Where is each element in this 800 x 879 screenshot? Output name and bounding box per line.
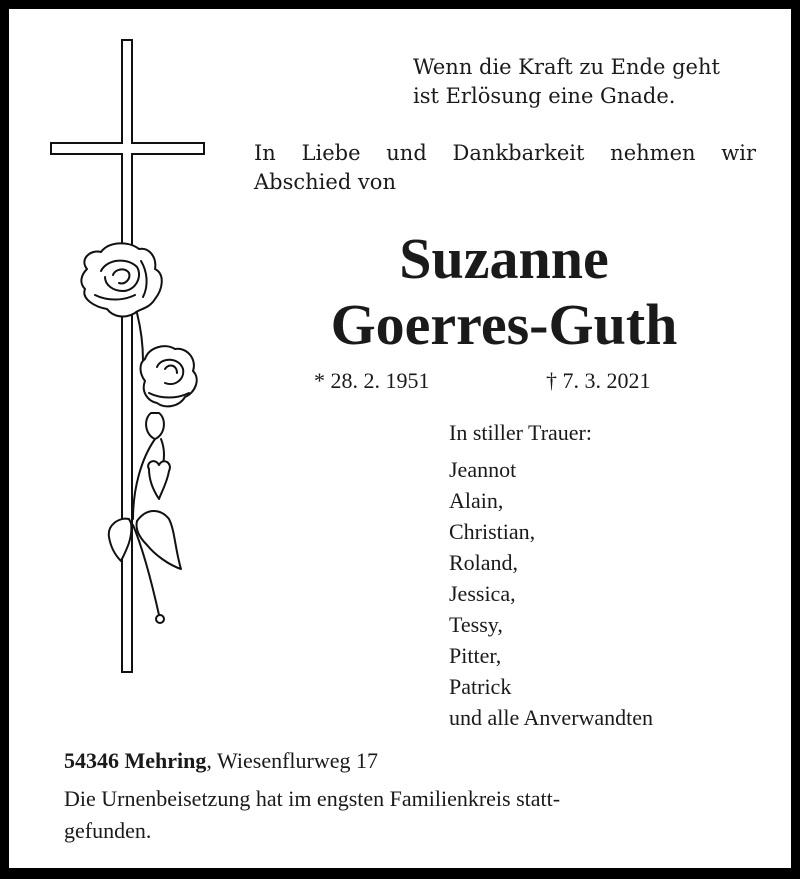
intro-line: Abschied von <box>254 170 396 194</box>
burial-note-line: gefunden. <box>64 818 152 843</box>
burial-note <box>64 783 754 847</box>
burial-note-line: Die Urnenbeisetzung hat im engsten Familienkreis statt- <box>64 786 561 811</box>
motto-line: ist Erlösung eine Gnade. <box>413 84 676 108</box>
intro-line: In Liebe und Dankbarkeit nehmen wir <box>254 141 756 165</box>
mourner-name: Patrick <box>449 674 512 699</box>
mourner-name: Christian, <box>449 519 536 544</box>
death-date: † 7. 3. 2021 <box>546 368 651 393</box>
intro-text <box>254 139 756 197</box>
birth-date: * 28. 2. 1951 <box>314 368 430 393</box>
mourner-name: Roland, <box>449 550 519 575</box>
motto-verse <box>413 53 720 111</box>
mourner-name: Alain, <box>449 488 504 513</box>
mourner-name: Jeannot <box>449 457 517 482</box>
address-postal-city: 54346 Mehring <box>64 748 207 773</box>
mourner-name: und alle Anverwandten <box>449 705 654 730</box>
deceased-last-name: Goerres-Guth <box>330 292 678 357</box>
mourners-heading: In stiller Trauer: <box>449 420 592 445</box>
motto-line: Wenn die Kraft zu Ende geht <box>413 55 720 79</box>
address-street: , Wiesenflurweg 17 <box>206 748 378 773</box>
mourner-name: Tessy, <box>449 612 503 637</box>
cross-with-roses-icon <box>9 9 229 689</box>
deceased-first-name: Suzanne <box>399 226 609 291</box>
obituary-card <box>9 9 791 868</box>
mourner-name: Jessica, <box>449 581 516 606</box>
mourners-list <box>449 417 653 733</box>
address <box>64 746 378 776</box>
mourner-name: Pitter, <box>449 643 502 668</box>
